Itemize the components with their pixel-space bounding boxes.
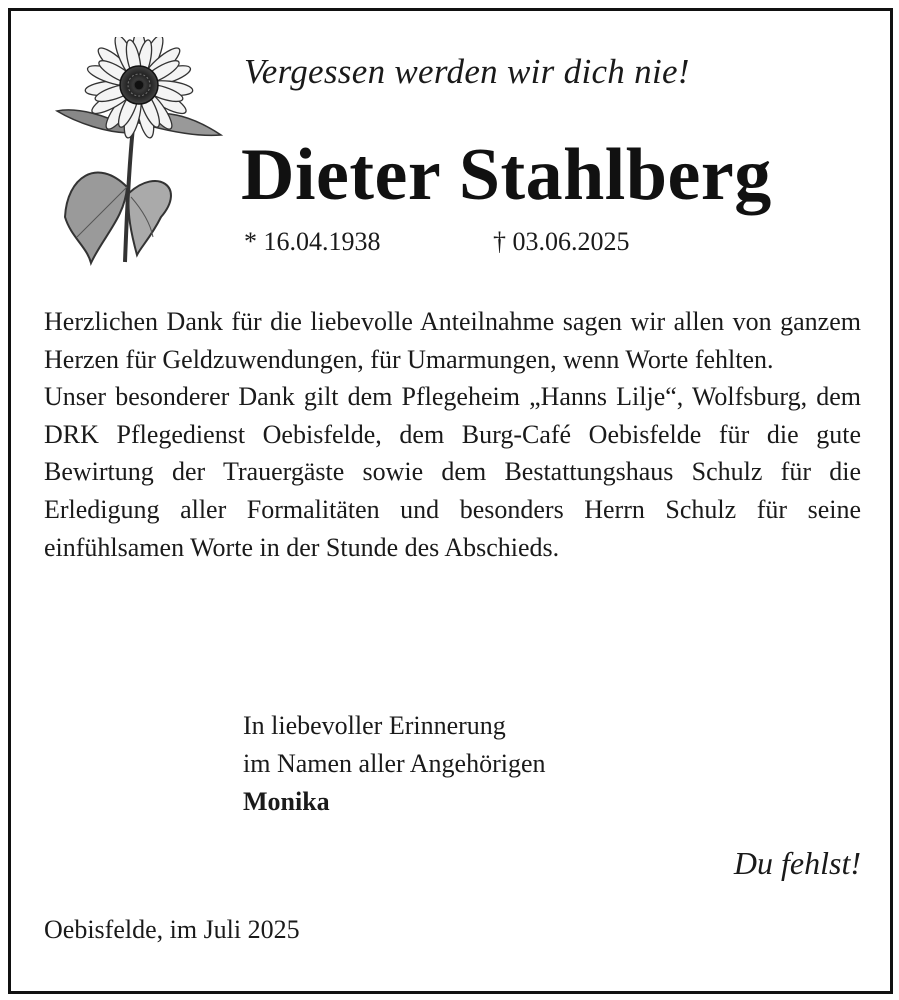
- deceased-name: Dieter Stahlberg: [241, 134, 772, 216]
- motto: Vergessen werden wir dich nie!: [244, 52, 690, 91]
- closing-line: In liebevoller Erinnerung: [243, 711, 506, 740]
- place-date: Oebisfelde, im Juli 2025: [44, 915, 300, 944]
- closing-block: [243, 707, 546, 821]
- thanks-paragraph: Herzlichen Dank für die liebevolle Anteilnahme sagen wir allen von ganzem Herzen für Geldzuwendungen, für Umarmungen, wenn Worte fehlten.: [44, 307, 861, 374]
- farewell: Du fehlst!: [733, 845, 861, 881]
- thanks-text: [44, 303, 861, 566]
- thanks-paragraph: Unser besonderer Dank gilt dem Pflegeheim „Hanns Lilje“, Wolfsburg, dem DRK Pflegedienst Oebisfelde, dem Burg-Café Oebisfelde für die gute Bewirtung der Trauergäste sowie dem Bestattungshaus Schulz für die Erledigung aller Formalitäten und besonders Herrn Schulz für seine einfühlsamen Worte in der Stunde des Abschieds.: [44, 382, 861, 562]
- birth-date: * 16.04.1938: [244, 227, 381, 256]
- closing-line: im Namen aller Angehörigen: [243, 749, 546, 778]
- sunflower-icon: [47, 37, 227, 273]
- obituary-notice: [8, 8, 893, 994]
- signer-name: Monika: [243, 787, 330, 816]
- death-date: † 03.06.2025: [493, 227, 630, 256]
